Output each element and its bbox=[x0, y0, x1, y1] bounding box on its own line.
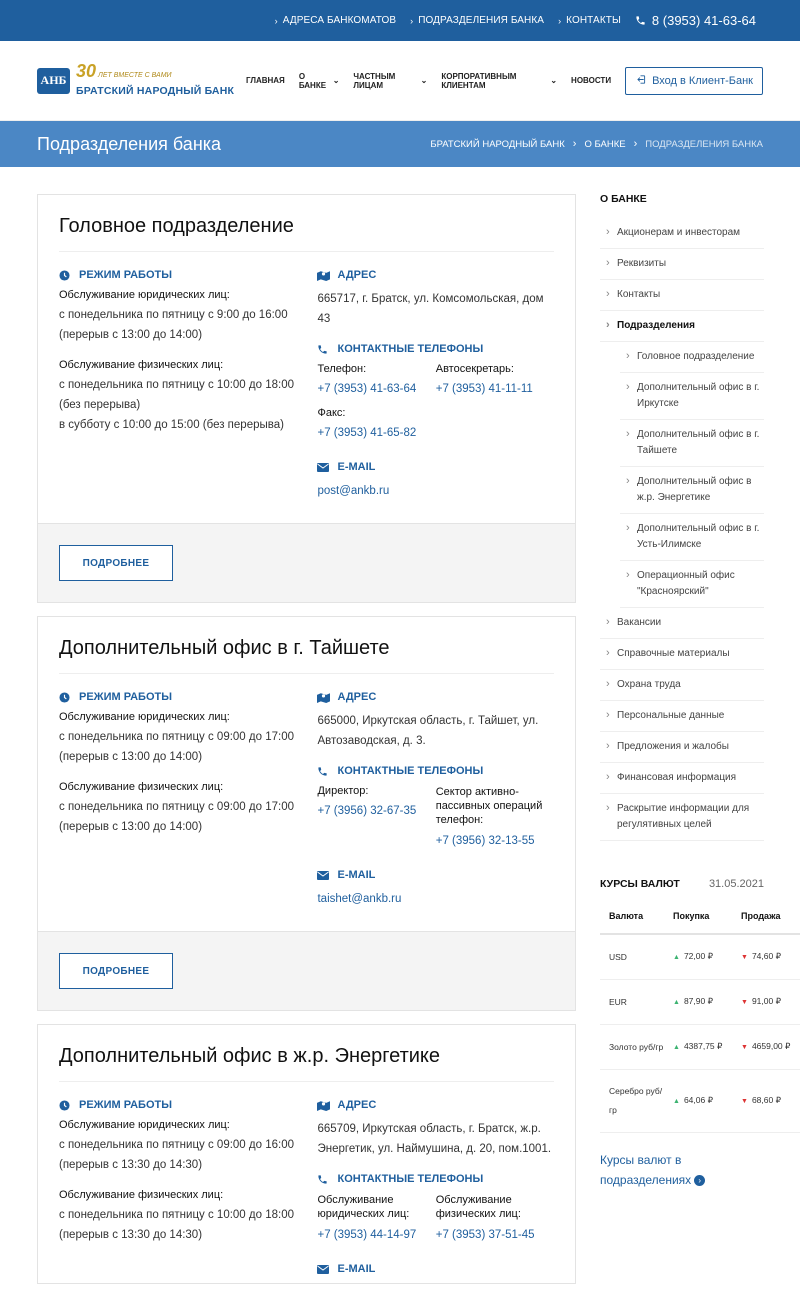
arrow-down-icon: ▼ bbox=[741, 999, 748, 1006]
chevron-right-icon: › bbox=[558, 15, 562, 26]
sidebar-subitem[interactable]: › Дополнительный офис в г. Тайшете bbox=[620, 420, 764, 467]
office-address: 665709, Иркутская область, г. Братск, ж.р. Энергетик, ул. Наймушина, д. 20, пом.1001. bbox=[317, 1123, 552, 1155]
arrow-down-icon: ▼ bbox=[741, 1044, 748, 1051]
rate-sell: 68,60 ₽ bbox=[751, 1095, 781, 1105]
phone-link[interactable]: +7 (3953) 44-14-97 bbox=[317, 1229, 417, 1241]
phys-hours-line: с понедельника по пятницу с 10:00 до 18:00 bbox=[59, 379, 294, 391]
sidebar bbox=[600, 193, 791, 1297]
rates-in-offices-link[interactable]: Курсы валют в подразделениях › bbox=[600, 1150, 764, 1190]
logo-anniversary: 30 ЛЕТ ВМЕСТЕ С ВАМИ bbox=[76, 61, 172, 81]
envelope-icon bbox=[317, 1265, 331, 1274]
page-title: Подразделения банка bbox=[37, 133, 222, 154]
table-row bbox=[600, 980, 800, 1025]
chevron-right-icon: › bbox=[633, 138, 638, 150]
chevron-down-icon: ⌄ bbox=[332, 76, 340, 85]
sidebar-heading: О БАНКЕ bbox=[600, 193, 647, 205]
office-address: 665717, г. Братск, ул. Комсомольская, дом 43 bbox=[317, 293, 544, 325]
phone-label: Обслуживание юридических лиц: bbox=[317, 1194, 410, 1220]
phone-link[interactable]: +7 (3953) 41-63-64 bbox=[317, 383, 417, 395]
sidebar-item-feedback[interactable]: › Предложения и жалобы bbox=[600, 732, 764, 763]
rate-currency: EUR bbox=[600, 980, 664, 1025]
rate-buy: 4387,75 ₽ bbox=[683, 1041, 723, 1051]
sidebar-subitem[interactable]: › Дополнительный офис в ж.р. Энергетике bbox=[620, 467, 764, 514]
rate-sell: 4659,00 ₽ bbox=[751, 1041, 791, 1051]
legal-hours-line: с понедельника по пятницу с 09:00 до 17:00 bbox=[59, 731, 294, 743]
nav-news[interactable]: НОВОСТИ bbox=[571, 76, 612, 85]
office-title: Головное подразделение bbox=[59, 215, 554, 252]
page-title-bar bbox=[0, 121, 800, 167]
chevron-down-icon: ⌄ bbox=[550, 76, 558, 85]
rate-buy: 87,90 ₽ bbox=[683, 996, 713, 1006]
sidebar-subitem[interactable]: › Дополнительный офис в г. Иркутске bbox=[620, 373, 764, 420]
clock-icon bbox=[59, 1100, 73, 1111]
rates-col-sell: Продажа bbox=[732, 903, 800, 934]
atm-addresses-link[interactable]: › АДРЕСА БАНКОМАТОВ bbox=[274, 15, 397, 26]
phone-link[interactable]: +7 (3956) 32-67-35 bbox=[317, 805, 417, 817]
breadcrumb bbox=[430, 138, 763, 150]
hours-heading: РЕЖИМ РАБОТЫ bbox=[59, 269, 317, 281]
chevron-right-icon: › bbox=[410, 15, 414, 26]
address-heading: АДРЕС bbox=[317, 1099, 554, 1111]
chevron-down-icon: ⌄ bbox=[420, 76, 428, 85]
table-row bbox=[600, 934, 800, 980]
email-heading: E-MAIL bbox=[317, 461, 554, 473]
envelope-icon bbox=[317, 463, 331, 472]
phones-heading: КОНТАКТНЫЕ ТЕЛЕФОНЫ bbox=[317, 1173, 554, 1185]
office-title: Дополнительный офис в г. Тайшете bbox=[59, 637, 554, 674]
nav-home[interactable]: ГЛАВНАЯ bbox=[246, 76, 285, 85]
sidebar-subitem[interactable]: › Головное подразделение bbox=[620, 342, 764, 373]
phone-label: Автосекретарь: bbox=[435, 363, 514, 375]
hours-heading: РЕЖИМ РАБОТЫ bbox=[59, 1099, 317, 1111]
contacts-link[interactable]: › КОНТАКТЫ bbox=[558, 15, 621, 26]
sidebar-subitem[interactable]: › Операционный офис "Красноярский" bbox=[620, 561, 764, 608]
envelope-icon bbox=[317, 871, 331, 880]
rates-date: 31.05.2021 bbox=[708, 878, 764, 890]
legal-hours-label: Обслуживание юридических лиц: bbox=[59, 289, 230, 301]
chevron-right-icon: › bbox=[274, 15, 278, 26]
offices-list bbox=[37, 194, 576, 1297]
breadcrumb-current: ПОДРАЗДЕЛЕНИЯ БАНКА bbox=[645, 138, 763, 150]
breadcrumb-home[interactable]: БРАТСКИЙ НАРОДНЫЙ БАНК bbox=[430, 138, 565, 150]
phys-hours-line: с понедельника по пятницу с 09:00 до 17:00 bbox=[59, 801, 294, 813]
sidebar-subitem[interactable]: › Дополнительный офис в г. Усть-Илимске bbox=[620, 514, 764, 561]
address-heading: АДРЕС bbox=[317, 269, 554, 281]
phys-hours-line: в субботу с 10:00 до 15:00 (без перерыва) bbox=[59, 419, 284, 431]
phys-hours-line: (перерыв с 13:30 до 14:30) bbox=[59, 1229, 203, 1241]
rate-sell: 91,00 ₽ bbox=[751, 996, 781, 1006]
nav-about[interactable]: О БАНКЕ ⌄ bbox=[298, 71, 340, 90]
address-heading: АДРЕС bbox=[317, 691, 554, 703]
breadcrumb-about[interactable]: О БАНКЕ bbox=[584, 138, 626, 150]
phone-link[interactable]: +7 (3953) 41-11-11 bbox=[435, 383, 533, 395]
bank-logo[interactable] bbox=[37, 61, 242, 97]
rates-col-buy: Покупка bbox=[664, 903, 732, 934]
nav-corporate[interactable]: КОРПОРАТИВНЫМ КЛИЕНТАМ ⌄ bbox=[441, 71, 558, 90]
phone-icon bbox=[317, 766, 331, 777]
phone-label: Обслуживание физических лиц: bbox=[435, 1194, 521, 1220]
phone-icon bbox=[635, 15, 646, 26]
client-bank-login-button[interactable]: Вход в Клиент-Банк bbox=[625, 67, 763, 95]
office-card bbox=[37, 616, 576, 1011]
phone-label: Телефон: bbox=[317, 363, 367, 375]
sidebar-item-disclosure[interactable]: › Раскрытие информации для регулятивных целей bbox=[600, 794, 764, 841]
sidebar-item-shareholders[interactable]: › Акционерам и инвесторам bbox=[600, 218, 764, 249]
legal-hours-line: с понедельника по пятницу с 09:00 до 16:00 bbox=[59, 1139, 294, 1151]
phone-label: Сектор активно-пассивных операций телефон: bbox=[435, 786, 543, 826]
rate-currency: Золото руб/гр bbox=[600, 1025, 664, 1070]
phone-label: Директор: bbox=[317, 785, 369, 797]
arrow-up-icon: ▲ bbox=[673, 1044, 680, 1051]
map-icon bbox=[317, 691, 331, 703]
phone-label: Факс: bbox=[317, 407, 346, 419]
arrow-down-icon: ▼ bbox=[741, 1098, 748, 1105]
rate-sell: 74,60 ₽ bbox=[751, 951, 781, 961]
rate-currency: Серебро руб/гр bbox=[600, 1070, 664, 1133]
rates-title: КУРСЫ ВАЛЮТ bbox=[600, 878, 680, 890]
legal-hours-label: Обслуживание юридических лиц: bbox=[59, 1119, 230, 1131]
phys-hours-label: Обслуживание физических лиц: bbox=[59, 359, 224, 371]
arrow-up-icon: ▲ bbox=[673, 954, 680, 961]
rates-header bbox=[600, 878, 764, 890]
nav-individuals[interactable]: ЧАСТНЫМ ЛИЦАМ ⌄ bbox=[353, 71, 428, 90]
sidebar-item-offices[interactable]: › Подразделения bbox=[600, 311, 764, 342]
more-button[interactable]: ПОДРОБНЕЕ bbox=[59, 953, 173, 989]
clock-icon bbox=[59, 270, 73, 281]
rate-buy: 72,00 ₽ bbox=[683, 951, 713, 961]
top-bar bbox=[0, 0, 800, 41]
chevron-right-icon: › bbox=[572, 138, 577, 150]
sidebar-item-financial[interactable]: › Финансовая информация bbox=[600, 763, 764, 794]
legal-hours-line: с понедельника по пятницу с 9:00 до 16:00 bbox=[59, 309, 288, 321]
rates-table bbox=[600, 903, 791, 1133]
rate-buy: 64,06 ₽ bbox=[683, 1095, 713, 1105]
map-icon bbox=[317, 1099, 331, 1111]
clock-icon bbox=[59, 692, 73, 703]
email-heading: E-MAIL bbox=[317, 1263, 554, 1275]
legal-hours-label: Обслуживание юридических лиц: bbox=[59, 711, 230, 723]
sidebar-item-vacancies[interactable]: › Вакансии bbox=[600, 608, 764, 639]
phones-heading: КОНТАКТНЫЕ ТЕЛЕФОНЫ bbox=[317, 343, 554, 355]
table-row bbox=[600, 1070, 800, 1133]
site-header bbox=[0, 41, 800, 121]
logo-bank-name: БРАТСКИЙ НАРОДНЫЙ БАНК bbox=[76, 85, 235, 97]
email-heading: E-MAIL bbox=[317, 869, 554, 881]
phones-heading: КОНТАКТНЫЕ ТЕЛЕФОНЫ bbox=[317, 765, 554, 777]
arrow-up-icon: ▲ bbox=[673, 1098, 680, 1105]
office-address: 665000, Иркутская область, г. Тайшет, ул. Автозаводская, д. 3. bbox=[317, 715, 539, 747]
phone-icon bbox=[317, 344, 331, 355]
phys-hours-line: (перерыв с 13:00 до 14:00) bbox=[59, 821, 203, 833]
arrow-up-icon: ▲ bbox=[673, 999, 680, 1006]
office-card bbox=[37, 1024, 576, 1284]
phone-icon bbox=[317, 1174, 331, 1185]
legal-hours-line: (перерыв с 13:30 до 14:30) bbox=[59, 1159, 203, 1171]
phys-hours-line: с понедельника по пятницу с 10:00 до 18:00 bbox=[59, 1209, 294, 1221]
sidebar-item-requisites[interactable]: › Реквизиты bbox=[600, 249, 764, 280]
email-link[interactable]: post@ankb.ru bbox=[317, 485, 390, 497]
arrow-down-icon: ▼ bbox=[741, 954, 748, 961]
rate-currency: USD bbox=[600, 934, 664, 980]
sidebar-submenu bbox=[600, 342, 764, 608]
legal-hours-line: (перерыв с 13:00 до 14:00) bbox=[59, 751, 203, 763]
email-link[interactable]: taishet@ankb.ru bbox=[317, 893, 402, 905]
sidebar-item-labor-safety[interactable]: › Охрана труда bbox=[600, 670, 764, 701]
rates-col-currency: Валюта bbox=[600, 903, 664, 934]
main-nav bbox=[246, 72, 625, 90]
sidebar-nav bbox=[600, 218, 764, 841]
phone-link[interactable]: +7 (3956) 32-13-55 bbox=[435, 835, 535, 847]
sidebar-item-reference[interactable]: › Справочные материалы bbox=[600, 639, 764, 670]
top-phone[interactable]: 8 (3953) 41-63-64 bbox=[635, 13, 756, 28]
more-button[interactable]: ПОДРОБНЕЕ bbox=[59, 545, 173, 581]
map-icon bbox=[317, 269, 331, 281]
sidebar-item-personal-data[interactable]: › Персональные данные bbox=[600, 701, 764, 732]
table-row bbox=[600, 1025, 800, 1070]
phone-link[interactable]: +7 (3953) 37-51-45 bbox=[435, 1229, 535, 1241]
legal-hours-line: (перерыв с 13:00 до 14:00) bbox=[59, 329, 203, 341]
sign-in-icon bbox=[635, 74, 646, 88]
bank-offices-link[interactable]: › ПОДРАЗДЕЛЕНИЯ БАНКА bbox=[410, 15, 545, 26]
logo-badge: АНБ bbox=[37, 68, 70, 94]
phys-hours-label: Обслуживание физических лиц: bbox=[59, 781, 224, 793]
chevron-right-circle-icon: › bbox=[694, 1175, 705, 1186]
phys-hours-line: (без перерыва) bbox=[59, 399, 141, 411]
hours-heading: РЕЖИМ РАБОТЫ bbox=[59, 691, 317, 703]
phys-hours-label: Обслуживание физических лиц: bbox=[59, 1189, 224, 1201]
phone-link[interactable]: +7 (3953) 41-65-82 bbox=[317, 427, 417, 439]
office-title: Дополнительный офис в ж.р. Энергетике bbox=[59, 1045, 554, 1082]
sidebar-item-contacts[interactable]: › Контакты bbox=[600, 280, 764, 311]
office-card bbox=[37, 194, 576, 603]
